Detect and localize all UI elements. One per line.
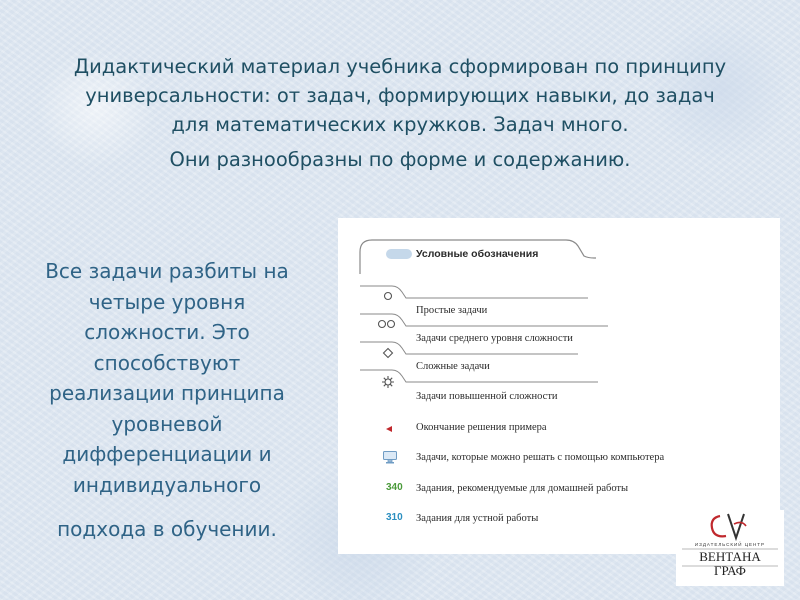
legend-frame — [338, 218, 780, 554]
legend-item-oral: Задания для устной работы — [416, 513, 539, 524]
legend-title: Условные обозначения — [416, 248, 539, 260]
double-circle-icon — [376, 318, 398, 330]
heading-block — [0, 52, 800, 174]
logo-name-line: ВЕНТАНА — [699, 549, 761, 564]
heading-subline: Они разнообразны по форме и содержанию. — [169, 148, 631, 171]
logo-caption: ИЗДАТЕЛЬСКИЙ ЦЕНТР — [694, 542, 766, 547]
heading-line: Дидактический материал учебника сформирован по принципу — [73, 55, 727, 78]
description-line: индивидуального — [72, 472, 262, 497]
levels-description — [22, 256, 312, 545]
description-line: дифференциации и — [62, 442, 272, 466]
legend-number-homework: 340 — [386, 482, 403, 493]
legend-item-homework: Задания, рекомендуемые для домашней работы — [416, 483, 629, 494]
description-line: уровневой — [111, 411, 223, 436]
heading-line: для математических кружков. Задач много. — [171, 113, 629, 136]
circle-icon — [382, 290, 394, 302]
legend-item-hard: Сложные задачи — [416, 361, 490, 372]
gear-star-icon — [381, 375, 395, 389]
legend-item-example-end: Окончание решения примера — [416, 422, 547, 433]
description-line: четыре уровня — [88, 289, 246, 314]
heading-line: универсальности: от задач, формирующих навыки, до задач — [85, 84, 715, 107]
description-line: способствуют — [93, 350, 241, 375]
diamond-icon — [382, 347, 394, 359]
legend-item-simple: Простые задачи — [416, 305, 488, 316]
publisher-logo — [676, 510, 784, 586]
description-line: Все задачи разбиты на — [45, 259, 289, 283]
legend-panel — [338, 218, 780, 554]
triangle-left-icon — [384, 424, 394, 434]
legend-number-oral: 310 — [386, 512, 403, 523]
description-line: сложности. Это — [84, 320, 250, 344]
logo-name-line: ГРАФ — [714, 563, 746, 578]
description-tail: подхода в обучении. — [57, 517, 277, 541]
description-line: реализации принципа — [49, 381, 285, 405]
legend-item-medium: Задачи среднего уровня сложности — [416, 333, 573, 344]
legend-item-computer: Задачи, которые можно решать с помощью компьютера — [416, 452, 665, 463]
logo-name — [676, 550, 784, 578]
computer-icon — [382, 450, 398, 464]
legend-item-advanced: Задачи повышенной сложности — [416, 391, 558, 402]
